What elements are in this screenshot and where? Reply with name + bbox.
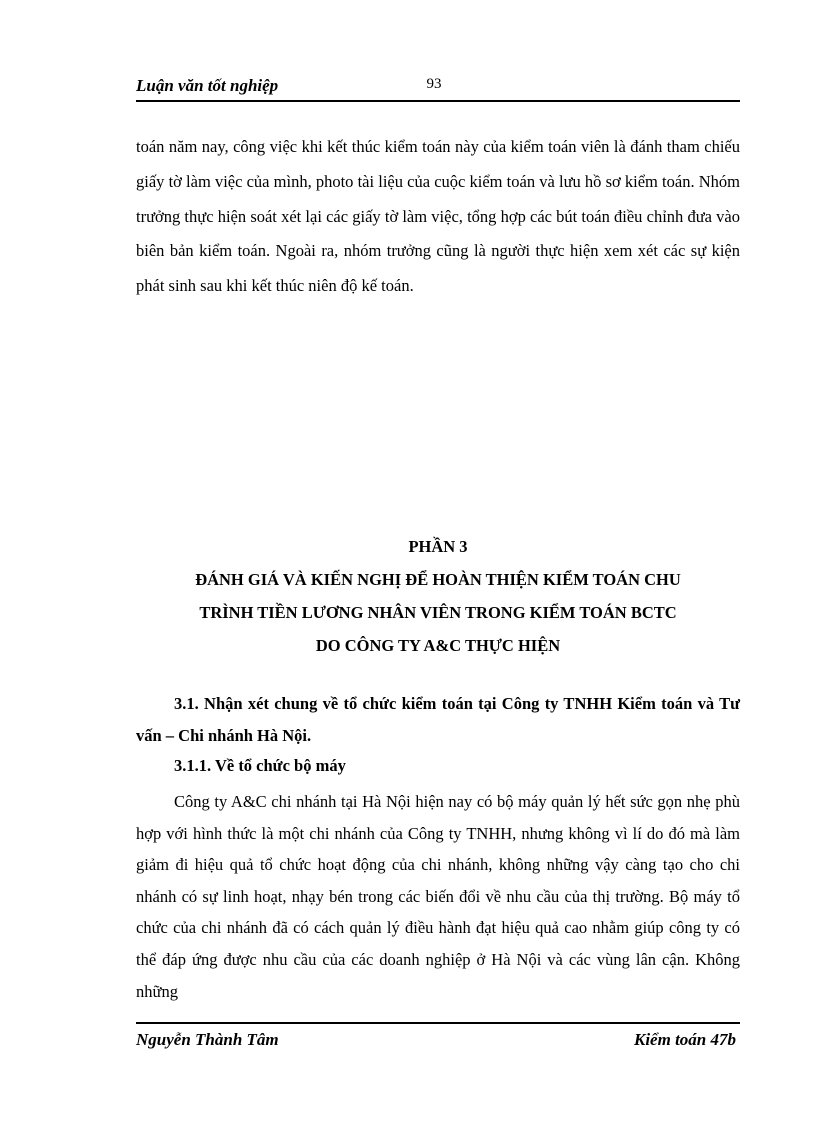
paragraph-text: Công ty A&C chi nhánh tại Hà Nội hiện nay có bộ máy quản lý hết sức gọn nhẹ phù hợp với hình thức là một chi nhánh của Công ty TNHH, nhưng không vì lí do đó mà làm giảm đi hiệu quả tổ chức hoạt động của chi nhánh, không những vậy càng tạo cho chi nhánh có sự linh hoạt, nhạy bén trong các biến đổi về nhu cầu của thị trường. Bộ máy tổ chức của chi nhánh đã có cách quản lý điều hành đạt hiệu quả cao nhằm giúp công ty có thể đáp ứng được nhu cầu của các doanh nghiệp ở Hà Nội và các vùng lân cận. Không những [136,792,740,1001]
page-footer [136,1022,740,1054]
part-heading [136,530,740,662]
part-label: PHẦN 3 [408,537,468,556]
part-title-line-1: ĐÁNH GIÁ VÀ KIẾN NGHỊ ĐỂ HOÀN THIỆN KIỂM TOÁN CHU [195,570,681,589]
author-name: Nguyễn Thành Tâm [136,1030,279,1049]
paragraph-continuation [136,130,740,304]
part-title-line-2: TRÌNH TIỀN LƯƠNG NHÂN VIÊN TRONG KIỂM TOÁN BCTC [199,603,677,622]
paragraph-text: toán năm nay, công việc khi kết thúc kiểm toán này của kiểm toán viên là đánh tham chiếu giấy tờ làm việc của mình, photo tài liệu của cuộc kiểm toán và lưu hồ sơ kiểm toán. Nhóm trưởng thực hiện soát xét lại các giấy tờ làm việc, tổng hợp các bút toán điều chỉnh đưa vào biên bản kiểm toán. Ngoài ra, nhóm trưởng cũng là người thực hiện xem xét các sự kiện phát sinh sau khi kết thúc niên độ kế toán. [136,137,740,296]
section-heading-3-1-1: 3.1.1. Về tổ chức bộ máy [174,756,346,775]
part-title-line-3: DO CÔNG TY A&C THỰC HIỆN [315,636,561,655]
paragraph-organization [136,786,740,1007]
page-number: 93 [426,76,442,92]
class-name: Kiểm toán 47b [633,1030,736,1049]
document-title: Luận văn tốt nghiệp [136,76,279,95]
section-heading-3-1: 3.1. Nhận xét chung về tổ chức kiểm toán tại Công ty TNHH Kiểm toán và Tư vấn – Chi nhánh Hà Nội. [136,694,740,745]
page-header [136,70,740,102]
